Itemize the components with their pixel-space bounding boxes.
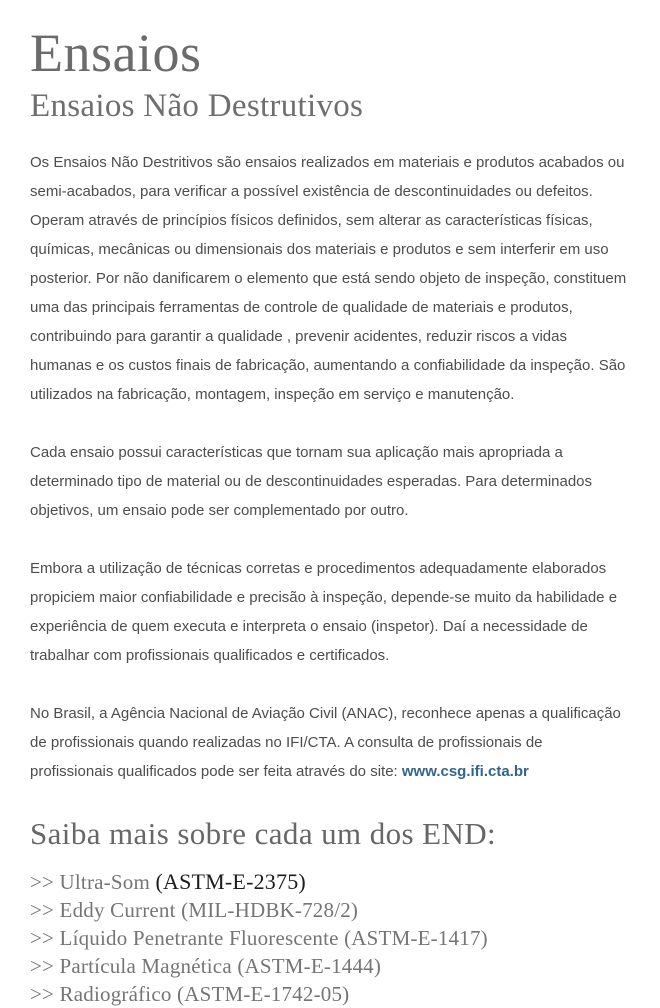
page-title: Ensaios — [30, 23, 202, 83]
list-item-eddy-current — [30, 896, 630, 924]
list-item-ultra-som — [30, 868, 630, 896]
list-item-label: >> Radiográfico — [30, 981, 172, 1006]
section-heading-end: Saiba mais sobre cada um dos END: — [30, 815, 497, 851]
list-item-label: >> Partícula Magnética — [30, 953, 232, 978]
page-subtitle: Ensaios Não Destrutivos — [30, 87, 364, 124]
list-item-standard-ref: (MIL-HDBK-728/2) — [181, 897, 359, 922]
end-method-list — [30, 868, 630, 1008]
list-item-label: >> Ultra-Som — [30, 869, 150, 894]
list-item-particula-magnetica — [30, 952, 630, 980]
paragraph-tecnicas: Embora a utilização de técnicas corretas e procedimentos adequadamente elaborados propiciem maior confiabilidade e precisão à inspeção, depende-se muito da habilidade e experiência de quem executa e interpreta o ensaio (inspetor). Daí a necessidade de trabalhar com profissionais qualificados e certificados. — [30, 559, 618, 664]
list-item-standard-ref: (ASTM-E-1444) — [237, 953, 382, 978]
list-item-liquido-penetrante — [30, 924, 630, 952]
list-item-standard-ref: (ASTM-E-2375) — [155, 868, 306, 894]
csg-site-link[interactable]: www.csg.ifi.cta.br — [401, 762, 529, 780]
paragraph-intro: Os Ensaios Não Destritivos são ensaios realizados em materiais e produtos acabados ou semi-acabados, para verificar a possível existência de descontinuidades ou defeitos. Operam através de princípios físicos definidos, sem alterar as características físicas, químicas, mecânicas ou dimensionais dos materiais e produtos e sem interferir em uso posterior. Por não danificarem o elemento que está sendo objeto de inspeção, constituem uma das principais ferramentas de controle de qualidade de materiais e produtos, contribuindo para garantir a qualidade , prevenir acidentes, reduzir riscos a vidas humanas e os custos finais de fabricação, aumentando a confiabilidade da inspeção. São utilizados na fabricação, montagem, inspeção em serviço e manutenção. — [30, 153, 627, 403]
paragraph-aplicacao: Cada ensaio possui características que tornam sua aplicação mais apropriada a determinado tipo de material ou de descontinuidades esperadas. Para determinados objetivos, um ensaio pode ser complementado por outro. — [30, 443, 593, 519]
list-item-radiografico — [30, 980, 630, 1008]
list-item-standard-ref: (ASTM-E-1742-05) — [177, 981, 350, 1006]
paragraph-anac-text: No Brasil, a Agência Nacional de Aviação Civil (ANAC), reconhece apenas a qualificação de profissionais quando realizadas no IFI/CTA. A consulta de profissionais de profissionais qualificados pode ser feita através do site: — [30, 704, 621, 780]
paragraph-anac — [30, 699, 630, 786]
list-item-standard-ref: (ASTM-E-1417) — [344, 925, 488, 950]
list-item-label: >> Eddy Current — [30, 897, 176, 922]
list-item-label: >> Líquido Penetrante Fluorescente — [30, 925, 339, 950]
